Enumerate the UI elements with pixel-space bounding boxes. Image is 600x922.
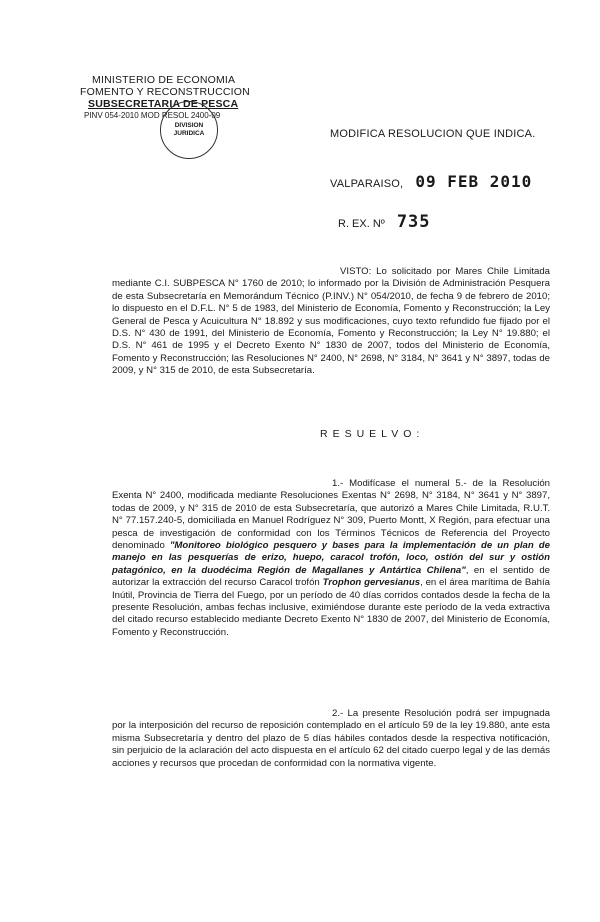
resolution-number-row [338, 212, 431, 232]
species-name: Trophon gervesianus [322, 577, 421, 589]
document-subject: MODIFICA RESOLUCION QUE INDICA. [330, 128, 536, 140]
date-stamp: 09 FEB 2010 [415, 172, 533, 191]
project-title: "Monitoreo biológico pesquero y bases para la implementación de un plan de manejo en las pesquerías de erizo, huepo, caracol trofón, loco, ostión del sur y ostión patagónico, en la duodécima Región de Magallanes y Antártica Chilena" [112, 540, 550, 576]
place-date-row [330, 172, 532, 192]
resolution-number: 735 [396, 212, 431, 232]
resuelvo-heading: RESUELVO: [320, 428, 425, 440]
resolution-label: R. EX. Nº [338, 218, 385, 230]
division-juridica-stamp [160, 101, 218, 159]
article-1-paragraph [112, 478, 550, 639]
stamp-line-1: DIVISION [174, 122, 204, 129]
stamp-line-2: JURIDICA [173, 130, 205, 137]
subsecretaria-line: SUBSECRETARIA DE PESCA [88, 98, 239, 110]
place-label: VALPARAISO, [330, 178, 404, 190]
article-1-text-c: , en el área marítima de Bahía Inútil, Provincia de Tierra del Fuego, por un período de 40 días corridos contados desde la fecha de la presente Resolución, ambas fechas inclusive, eximiéndose durante este período de la veda extractiva del citado recurso establecido mediante Decreto Exento N° 1830 de 2007, del Ministerio de Economía, Fomento y Reconstrucción. [112, 577, 550, 638]
reference-code: PINV 054-2010 MOD RESOL 2400-09 [84, 111, 221, 120]
article-2-paragraph: 2.- La presente Resolución podrá ser impugnada por la interposición del recurso de reposición contemplado en el artículo 59 de la ley 19.880, ante esta misma Subsecretaría y dentro del plazo de 5 días hábiles contados desde la respectiva notificación, sin perjuicio de la aclaración del acto dispuesta en el artículo 62 del citado cuerpo legal y de las demás acciones y recursos que procedan de conformidad con la normativa vigente. [112, 708, 550, 769]
article-1-text-b: , en el sentido de autorizar la extracción del recurso Caracol trofón [112, 564, 550, 589]
ministry-line-1: MINISTERIO DE ECONOMIA [92, 74, 236, 86]
article-1-text-a: 1.- Modifícase el numeral 5.- de la Resolución Exenta N° 2400, modificada mediante Resoluciones Exentas N° 2698, N° 3184, N° 3641 y N° 3897, todas de 2009, y N° 315 de 2010 de esta Subsecretaría, que autorizó a Mares Chile Limitada, R.U.T. N° 77.157.240-5, domiciliada en Manuel Rodríguez N° 309, Puerto Montt, X Región, para efectuar una pesca de investigación de conformidad con los Términos Técnicos de Referencia del Proyecto denominado [112, 478, 550, 552]
visto-paragraph: VISTO: Lo solicitado por Mares Chile Limitada mediante C.I. SUBPESCA N° 1760 de 2010; lo informado por la División de Administración Pesquera de esta Subsecretaría en Memorándum Técnico (P.INV.) N° 054/2010, de fecha 9 de febrero de 2010; lo dispuesto en el D.F.L. N° 5 de 1983, del Ministerio de Economía, Fomento y Reconstrucción; la Ley General de Pesca y Acuicultura N° 18.892 y sus modificaciones, cuyo texto refundido fue fijado por el D.S. N° 430 de 1991, del Ministerio de Economía, Fomento y Reconstrucción; la Ley N° 19.880; el D.S. N° 461 de 1995 y el Decreto Exento N° 1830 de 2007, todos del Ministerio de Economía, Fomento y Reconstrucción; las Resoluciones N° 2400, N° 2698, N° 3184, N° 3641 y N° 3897, todas de 2009, y N° 315 de 2010, de esta Subsecretaría. [112, 266, 550, 377]
ministry-line-2: FOMENTO Y RECONSTRUCCION [80, 86, 250, 98]
